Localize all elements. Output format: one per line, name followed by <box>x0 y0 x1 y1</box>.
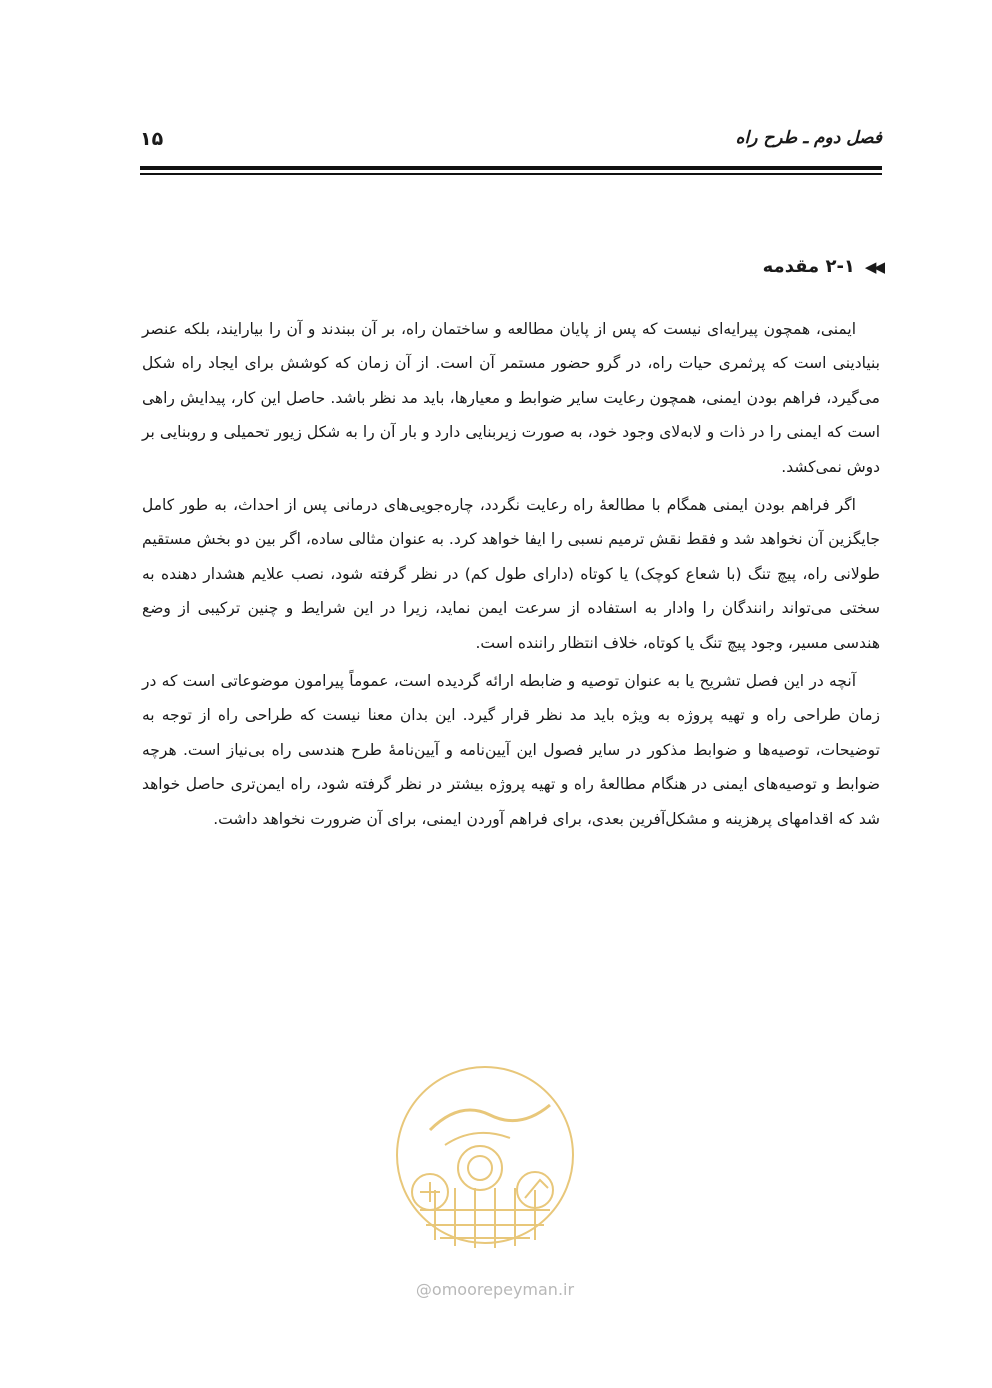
watermark-logo <box>390 1060 580 1250</box>
header-rule-thin <box>140 173 882 175</box>
header-rule-thick <box>140 166 882 170</box>
body-text <box>142 312 880 840</box>
paragraph: آنچه در این فصل تشریح یا به عنوان توصیه و ضابطه ارائه گردیده است، عموماً پیرامون موضوعاتی است که در زمان طراحی راه و تهیه پروژه به ویژه باید مد نظر قرار گیرد. این بدان معنا نیست که طراحی راه از توجه به توضیحات، توصیه‌ها و ضوابط مذکور در سایر فصول این آیین‌نامه و آیین‌نامهٔ طرح هندسی راه بی‌نیاز است. هرچه ضوابط و توصیه‌های ایمنی در هنگام مطالعهٔ راه و تهیه پروژه بیشتر در نظر گرفته شود، راه ایمن‌تری حاصل خواهد شد که اقدامهای پرهزینه و مشکل‌آفرین بعدی، برای فراهم آوردن ایمنی، برای آن ضرورت نخواهد داشت. <box>142 672 880 828</box>
watermark-url: @omoorepeyman.ir <box>415 1280 575 1299</box>
excavator-icon <box>525 1180 548 1198</box>
section-title: ۲-۱ مقدمه <box>762 256 855 277</box>
paragraph: ایمنی، همچون پیرایه‌ای نیست که پس از پایان مطالعه و ساختمان راه، بر آن ببندند و آن را بیارایند، بلکه عنصر بنیادینی است که پرثمری حیات راه، در گرو حضور مستمر آن است. از آن زمان که کوشش برای ایجاد راه شکل می‌گیرد، فراهم بودن ایمنی، همچون رعایت سایر ضوابط و معیارها، باید مد نظر باشد. حاصل این کار، پیدایش راهی است که ایمنی را در ذات و لابه‌لای وجود خود، به صورت زیربنایی دارد و بار آن را به شکل زیور تحمیلی و روبنایی بر دوش نمی‌کشد. <box>142 320 880 476</box>
page-number: ۱۵ <box>140 128 164 150</box>
watermark-grid <box>420 1188 550 1248</box>
gear-icon <box>458 1146 502 1190</box>
watermark-ring <box>397 1067 573 1243</box>
chapter-title: فصل دوم ـ طرح راه <box>735 128 882 148</box>
watermark-calligraphy <box>430 1105 550 1130</box>
scales-icon <box>420 1182 440 1202</box>
watermark-calligraphy <box>445 1133 510 1145</box>
running-header <box>140 128 882 158</box>
double-arrow-icon: ◀◀ <box>864 257 882 276</box>
section-heading <box>763 256 882 277</box>
paragraph: اگر فراهم بودن ایمنی همگام با مطالعهٔ راه رعایت نگردد، چاره‌جویی‌های درمانی پس از احداث، به طور کامل جایگزین آن نخواهد شد و فقط نقش ترمیم نسبی را ایفا خواهد کرد. به عنوان مثالی ساده، اگر بین دو بخش مستقیم طولانی راه، پیچ تنگ (با شعاع کوچک) یا کوتاه (دارای طول کم) در نظر گرفته شود، نصب علایم هشدار دهنده به سختی می‌تواند رانندگان را وادار به استفاده از سرعت ایمن نماید، زیرا در این شرایط و چنین ترکیبی از وضع هندسی مسیر، وجود پیچ تنگ یا کوتاه، خلاف انتظار راننده است. <box>142 496 880 652</box>
